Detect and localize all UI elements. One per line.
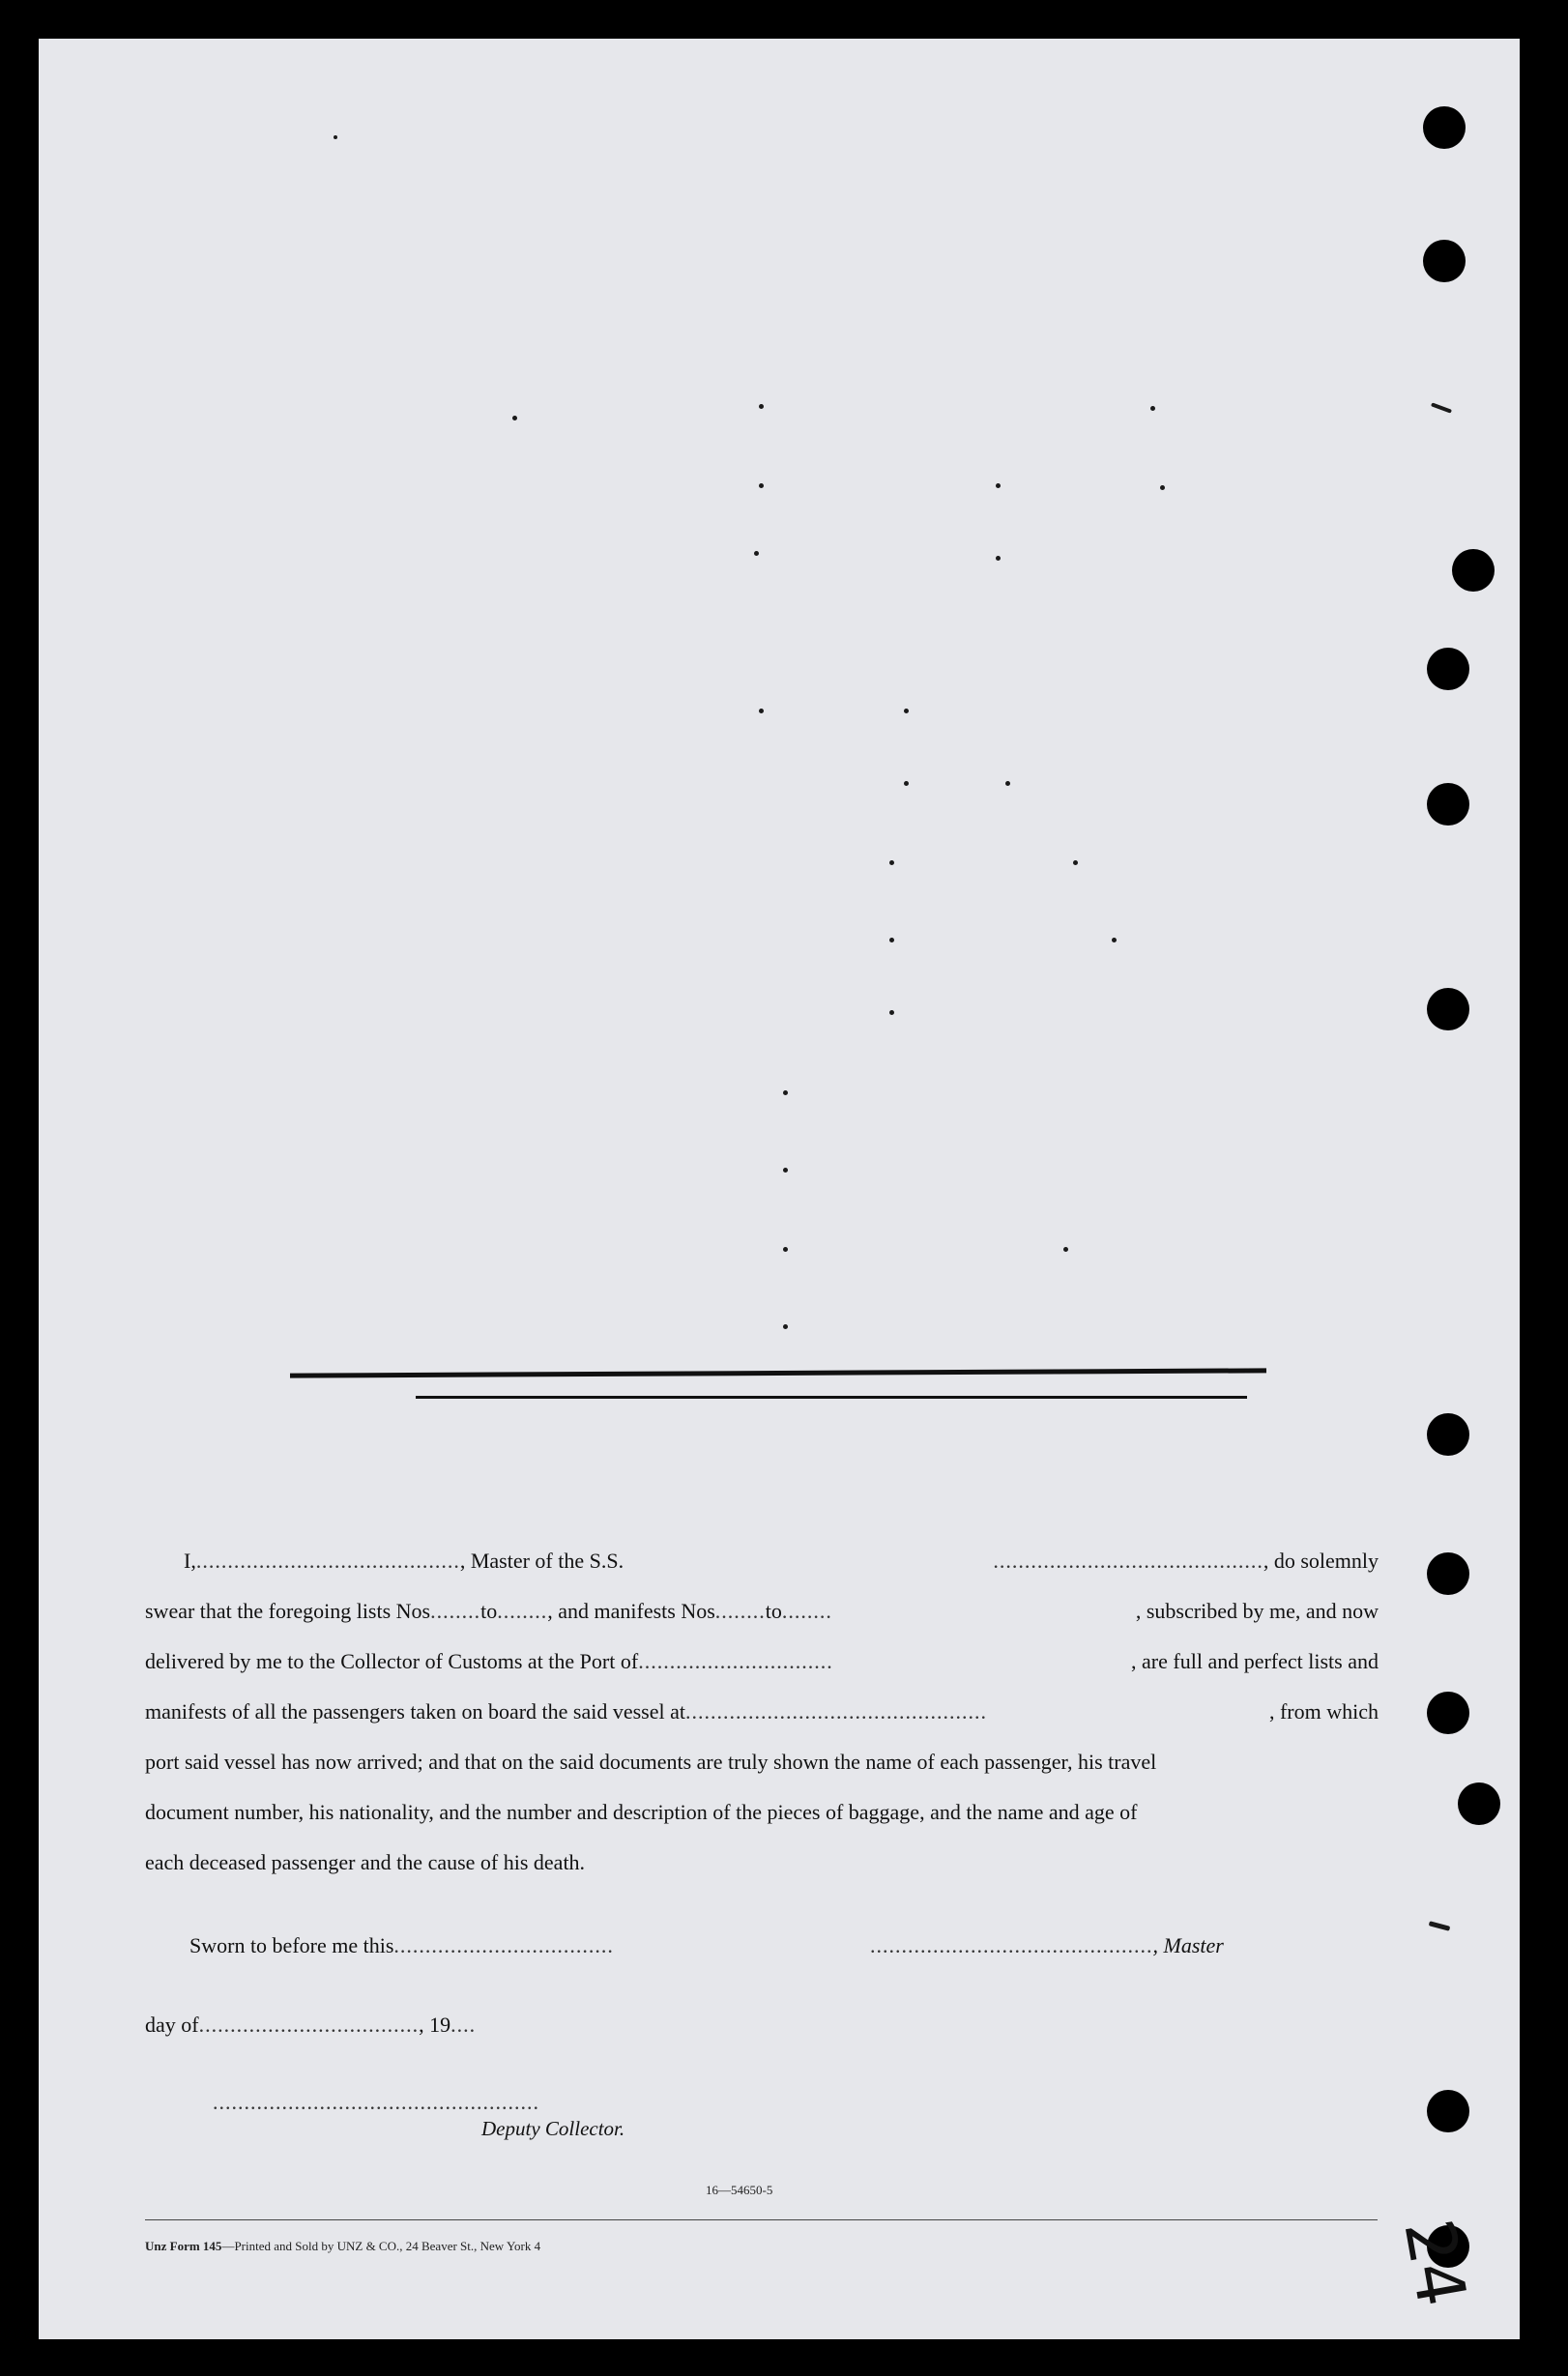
day-label: day of <box>145 2013 199 2037</box>
ink-dot <box>889 860 894 865</box>
blank-field: ........ <box>781 1599 832 1623</box>
sworn-line <box>189 1933 614 1958</box>
oath-text: , Master of the S.S. <box>459 1549 624 1573</box>
oath-line <box>145 1748 1379 1777</box>
ink-dot <box>889 938 894 942</box>
binder-hole <box>1427 2090 1469 2132</box>
ink-dot <box>783 1090 788 1095</box>
ink-dot <box>889 1010 894 1015</box>
oath-line <box>145 1798 1379 1827</box>
blank-field: .... <box>450 2013 477 2037</box>
ink-dot <box>1150 406 1155 411</box>
oath-text: to <box>765 1599 782 1623</box>
blank-field: .................................................... <box>213 2090 539 2114</box>
ink-dot <box>996 483 1001 488</box>
oath-text: each deceased passenger and the cause of his death. <box>145 1850 586 1874</box>
ink-dot <box>1063 1247 1068 1252</box>
printer-credit: —Printed and Sold by UNZ & CO., 24 Beaver St., New York 4 <box>221 2239 541 2253</box>
form-number: 16—54650-5 <box>706 2183 773 2197</box>
oath-text: , from which <box>1268 1699 1379 1724</box>
ink-dot <box>759 404 764 409</box>
ledger-rule <box>290 1368 1266 1377</box>
deputy-collector-label: Deputy Collector. <box>481 2117 625 2140</box>
blank-field: ........ <box>497 1599 548 1623</box>
binder-hole <box>1458 1782 1500 1825</box>
blank-field: ............................... <box>638 1649 833 1673</box>
ink-mark <box>1431 402 1452 413</box>
blank-field: ............................................. <box>870 1933 1153 1957</box>
ledger-rule <box>416 1396 1247 1399</box>
oath-text: manifests of all the passengers taken on board the said vessel at <box>145 1699 686 1724</box>
oath-text: to <box>480 1599 498 1623</box>
master-label: , Master <box>1152 1933 1224 1957</box>
ink-dot <box>1160 485 1165 490</box>
collector-signature-line <box>213 2090 539 2115</box>
year-label: , 19 <box>419 2013 451 2037</box>
binder-hole <box>1427 988 1469 1030</box>
document-page <box>39 39 1520 2339</box>
oath-text: , and manifests Nos <box>547 1599 715 1623</box>
oath-text: , are full and perfect lists and <box>1131 1649 1379 1673</box>
ink-dot <box>754 551 759 556</box>
binder-hole <box>1427 783 1469 826</box>
binder-hole <box>1427 1552 1469 1595</box>
blank-field: .......................................... <box>195 1549 460 1573</box>
ink-dot <box>783 1324 788 1329</box>
sworn-label: Sworn to before me this <box>189 1933 394 1957</box>
handwritten-page-number: 24 <box>1388 2214 1482 2312</box>
ink-dot <box>783 1247 788 1252</box>
ink-dot <box>1073 860 1078 865</box>
day-line <box>145 2013 476 2038</box>
ink-dot <box>904 709 909 713</box>
binder-hole <box>1423 106 1466 149</box>
oath-line <box>145 1848 1379 1877</box>
form-id: Unz Form 145 <box>145 2239 222 2253</box>
ink-mark <box>1429 1921 1451 1931</box>
binder-hole <box>1427 648 1469 690</box>
oath-line <box>145 1597 1379 1626</box>
oath-text: delivered by me to the Collector of Customs at the Port of <box>145 1649 639 1673</box>
ink-dot <box>904 781 909 786</box>
blank-field: ........ <box>430 1599 481 1623</box>
binder-hole <box>1452 549 1495 592</box>
ink-dot <box>783 1168 788 1173</box>
binder-hole <box>1427 1692 1469 1734</box>
blank-field: ................................... <box>393 1933 614 1957</box>
ink-dot <box>1005 781 1010 786</box>
oath-text: I, <box>184 1549 196 1573</box>
blank-field: ................................... <box>198 2013 420 2037</box>
oath-line <box>184 1547 1379 1576</box>
oath-text: , do solemnly <box>1263 1549 1379 1573</box>
ink-dot <box>334 135 337 139</box>
ink-dot <box>996 556 1001 561</box>
oath-line <box>145 1697 1379 1726</box>
ink-dot <box>512 416 517 420</box>
oath-text: port said vessel has now arrived; and that on the said documents are truly shown the name of each passenger, his travel <box>145 1750 1157 1774</box>
blank-field: ................................................ <box>685 1699 988 1724</box>
oath-line <box>145 1647 1379 1676</box>
blank-field: ........ <box>714 1599 766 1623</box>
oath-text: swear that the foregoing lists Nos <box>145 1599 431 1623</box>
ink-dot <box>759 483 764 488</box>
footer-rule <box>145 2219 1378 2220</box>
oath-text: document number, his nationality, and the number and description of the pieces of baggage, and the name and age of <box>145 1800 1138 1824</box>
blank-field: ........................................... <box>993 1549 1263 1573</box>
printer-footer <box>145 2239 540 2254</box>
master-signature-line <box>870 1933 1224 1958</box>
binder-hole <box>1423 240 1466 282</box>
oath-text: , subscribed by me, and now <box>1135 1599 1379 1623</box>
binder-hole <box>1427 1413 1469 1456</box>
ink-dot <box>759 709 764 713</box>
ink-dot <box>1112 938 1117 942</box>
